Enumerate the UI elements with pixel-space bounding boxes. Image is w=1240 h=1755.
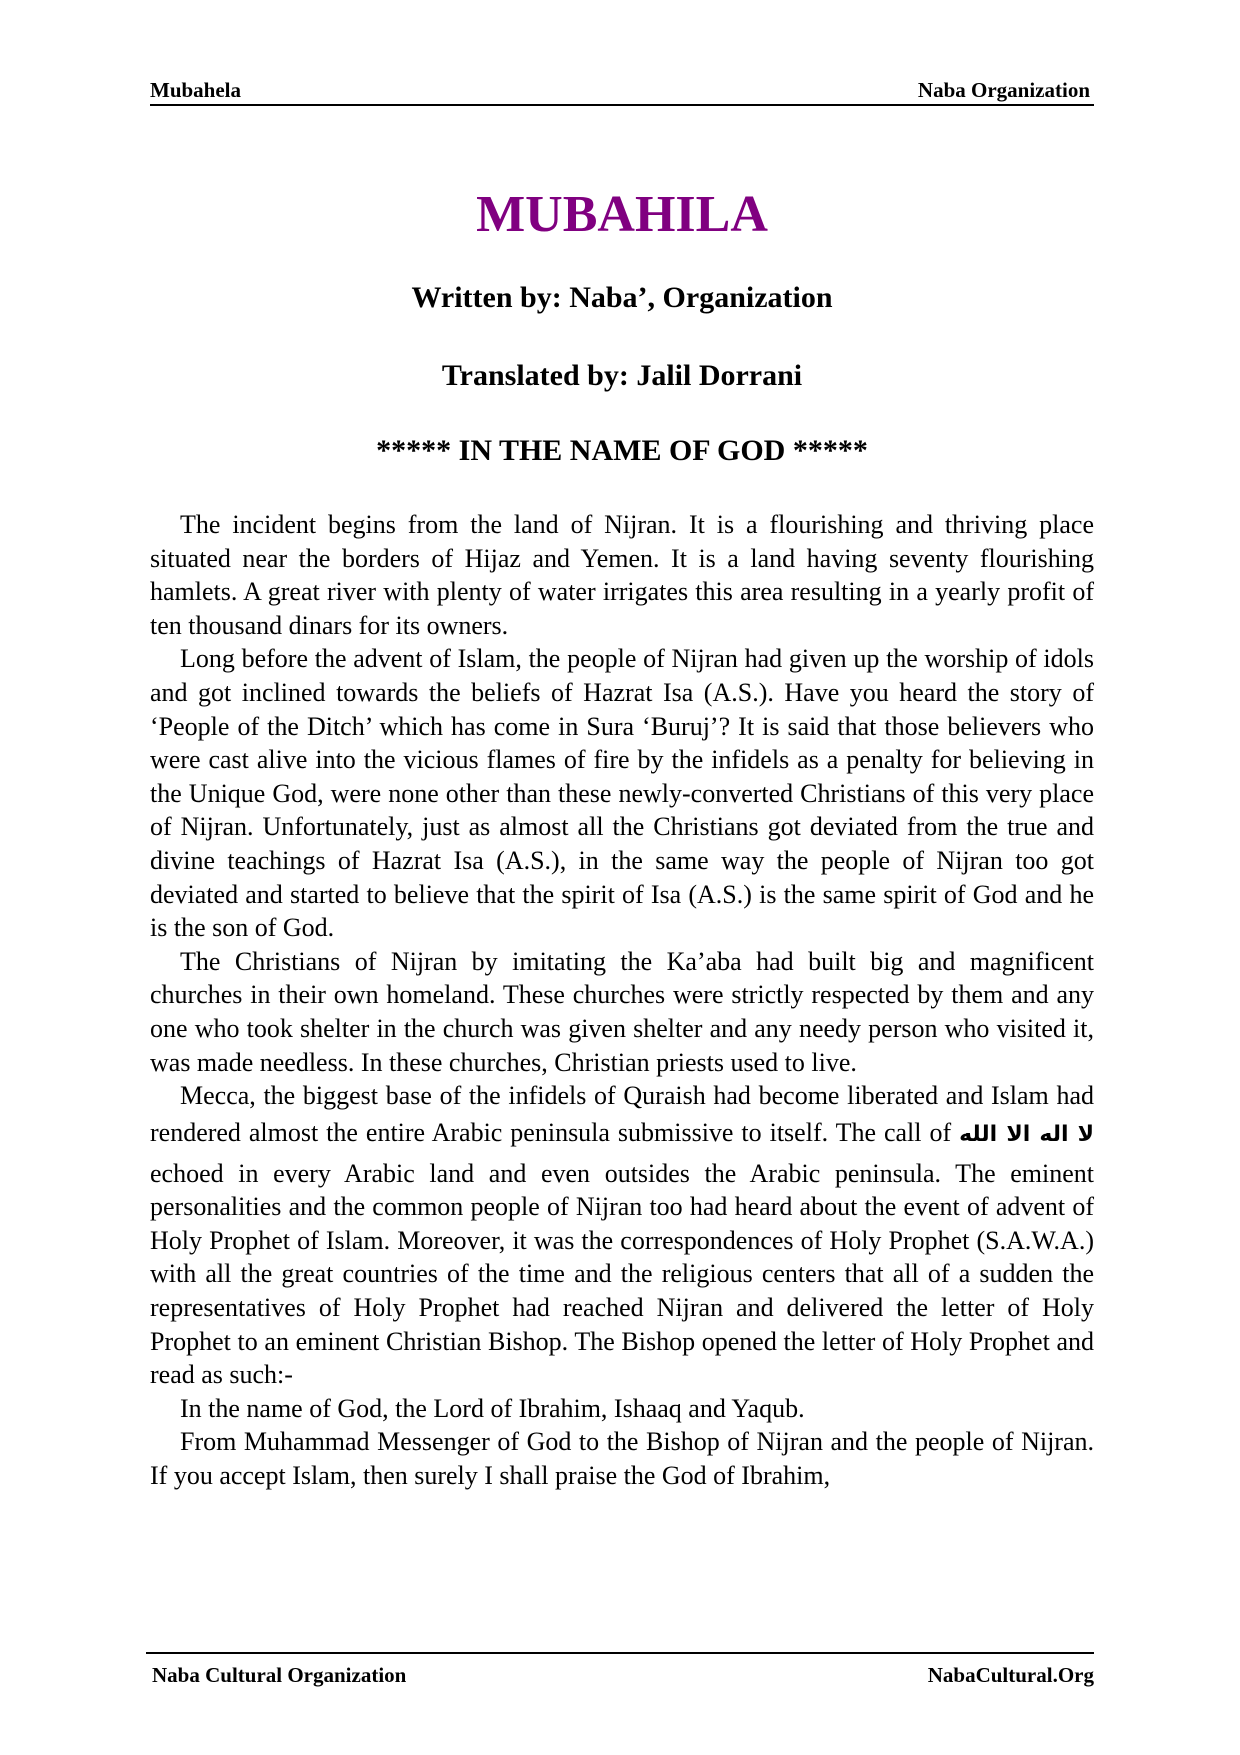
header-organization-name: Naba Organization <box>917 78 1090 102</box>
paragraph: The Christians of Nijran by imitating the Ka’aba had built big and magnificent churches in their own homeland. These churches were strictly respected by them and any one who took shelter in the church was given shelter and any needy person who visited it, was made needless. In these churches, Christian priests used to live. <box>150 946 1094 1077</box>
footer-website: NabaCultural.Org <box>927 1663 1094 1687</box>
paragraph <box>150 1079 1094 1392</box>
paragraph-text: echoed in every Arabic land and even outsides the Arabic peninsula. The eminent personalities and the common people of Nijran too had heard about the event of advent of Holy Prophet of Islam. Moreover, it was the correspondences of Holy Prophet (S.A.W.A.) with all the great countries of the time and the religious centers that all of a sudden the representatives of Holy Prophet had reached Nijran and delivered the letter of Holy Prophet to an eminent Christian Bishop. The Bishop opened the letter of Holy Prophet and read as such:- <box>150 1158 1094 1390</box>
paragraph-text: Mecca, the biggest base of the infidels of Quraish had become liberated and Islam had rendered almost the entire Arabic peninsula submissive to itself. The call of <box>150 1081 1094 1147</box>
invocation-heading: ***** IN THE NAME OF GOD ***** <box>376 434 868 467</box>
paragraph: The incident begins from the land of Nijran. It is a flourishing and thriving place situated near the borders of Hijaz and Yemen. It is a land having seventy flourishing hamlets. A great river with plenty of water irrigates this area resulting in a yearly profit of ten thousand dinars for its owners. <box>150 510 1094 640</box>
arabic-phrase: لا اله الا الله <box>959 1121 1094 1147</box>
running-header <box>150 78 1094 106</box>
paragraph: From Muhammad Messenger of God to the Bishop of Nijran and the people of Nijran. If you accept Islam, then surely I shall praise the God of Ibrahim, <box>150 1427 1094 1491</box>
header-document-name: Mubahela <box>150 78 242 102</box>
body-text <box>150 508 1094 1493</box>
document-title: MUBAHILA <box>476 186 768 243</box>
paragraph: In the name of God, the Lord of Ibrahim, Ishaaq and Yaqub. <box>180 1393 805 1423</box>
running-footer <box>146 1652 1094 1690</box>
author-line: Written by: Naba’, Organization <box>411 281 833 314</box>
paragraph: Long before the advent of Islam, the people of Nijran had given up the worship of idols and got inclined towards the beliefs of Hazrat Isa (A.S.). Have you heard the story of ‘People of the Ditch’ which has come in Sura ‘Buruj’? It is said that those believers who were cast alive into the vicious flames of fire by the infidels as a penalty for believing in the Unique God, were none other than these newly-converted Christians of this very place of Nijran. Unfortunately, just as almost all the Christians got deviated from the true and divine teachings of Hazrat Isa (A.S.), in the same way the people of Nijran too got deviated and started to believe that the spirit of Isa (A.S.) is the same spirit of God and he is the son of God. <box>150 644 1094 943</box>
translator-line: Translated by: Jalil Dorrani <box>441 359 803 392</box>
footer-organization-name: Naba Cultural Organization <box>152 1663 407 1687</box>
